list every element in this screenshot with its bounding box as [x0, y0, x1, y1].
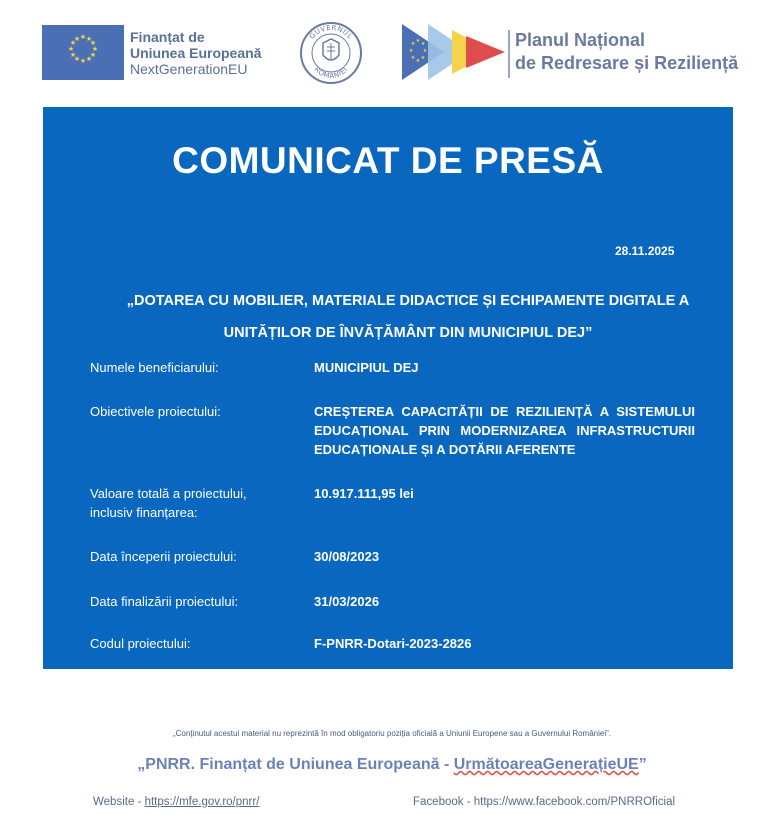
start-date-value: 30/08/2023 [314, 549, 380, 564]
svg-text:★: ★ [422, 48, 428, 54]
eu-line2: Uniunea Europeană [130, 45, 262, 61]
svg-text:★: ★ [408, 48, 414, 54]
svg-text:★: ★ [79, 33, 87, 41]
eu-flag-icon [42, 25, 124, 80]
beneficiary-value: MUNICIPIUL DEJ [314, 360, 419, 375]
svg-text:★: ★ [85, 55, 93, 63]
website-link[interactable]: https://mfe.gov.ro/pnrr/ [144, 796, 260, 808]
total-value-label: Valoare totală a proiectului, inclusiv finanțarea: [90, 486, 247, 520]
project-code-label: Codul proiectului: [90, 636, 191, 651]
total-value-value: 10.917.111,95 lei [314, 486, 414, 501]
eu-funding-text [130, 29, 261, 77]
svg-text:★: ★ [420, 41, 426, 47]
eu-line3: NextGenerationEU [130, 61, 248, 77]
svg-text:★: ★ [89, 51, 97, 59]
disclaimer: „Conținutul acestui material nu reprezintă în mod obligatoriu poziția oficială a Uniunii Europene sau a Guvernului României”. [172, 729, 611, 738]
svg-text:★: ★ [415, 38, 421, 44]
objectives-value: CREȘTEREA CAPACITĂȚII DE REZILIENȚĂ A SISTEMULUI EDUCAȚIONAL PRIN MODERNIZAREA INFRASTRUCTURII EDUCAȚIONALE ȘI A DOTĂRII AFERENTE [314, 404, 695, 457]
header-logos [0, 0, 784, 100]
eu-line1: Finanțat de [130, 29, 205, 45]
seal-text-bottom: ROMÂNIEI [312, 65, 350, 81]
objectives-label: Obiectivele proiectului: [90, 404, 221, 419]
svg-text:★: ★ [67, 45, 75, 53]
pnrr-line2: de Redresare și Reziliență [515, 53, 739, 73]
svg-text:★: ★ [73, 35, 81, 43]
pnrr-text [515, 29, 738, 75]
project-title [98, 285, 718, 349]
release-date: 28.11.2025 [615, 244, 675, 258]
press-release-panel [43, 107, 733, 669]
pnrr-logo-icon [402, 24, 505, 80]
svg-text:★: ★ [89, 39, 97, 47]
project-title-line2: UNITĂȚILOR DE ÎNVĂȚĂMÂNT DIN MUNICIPIUL DEJ” [223, 325, 593, 341]
svg-text:★: ★ [85, 35, 93, 43]
pnrr-divider [508, 30, 510, 78]
svg-text:★: ★ [69, 51, 77, 59]
tagline-prefix: „PNRR. Finanțat de Uniunea Europeană - [137, 756, 454, 773]
project-code-value: F-PNRR-Dotari-2023-2826 [314, 636, 472, 651]
svg-text:★: ★ [420, 55, 426, 61]
government-seal-icon [299, 21, 363, 85]
svg-text:★: ★ [410, 41, 416, 47]
start-date-label: Data începerii proiectului: [90, 549, 237, 564]
project-title-line1: „DOTAREA CU MOBILIER, MATERIALE DIDACTICE ȘI ECHIPAMENTE DIGITALE A [126, 293, 690, 309]
pnrr-line1: Planul Național [515, 30, 646, 50]
tagline-hashtag: UrmătoareaGenerațieUE [453, 756, 639, 773]
page-title: COMUNICAT DE PRESĂ [172, 140, 604, 181]
beneficiary-label: Numele beneficiarului: [90, 360, 219, 375]
svg-text:★: ★ [73, 55, 81, 63]
end-date-label: Data finalizării proiectului: [90, 594, 239, 609]
svg-text:★: ★ [415, 58, 421, 64]
website-label: Website - [93, 796, 145, 808]
tagline-suffix: ” [638, 756, 647, 773]
svg-text:★: ★ [410, 55, 416, 61]
svg-text:★: ★ [69, 39, 77, 47]
svg-text:★: ★ [79, 57, 87, 65]
svg-text:★: ★ [91, 45, 99, 53]
website-info [93, 796, 259, 808]
end-date-value: 31/03/2026 [314, 594, 380, 609]
seal-text-top: GUVERNUL [307, 23, 355, 41]
tagline [0, 756, 784, 774]
facebook-link[interactable]: Facebook - https://www.facebook.com/PNRROficial [413, 796, 676, 808]
